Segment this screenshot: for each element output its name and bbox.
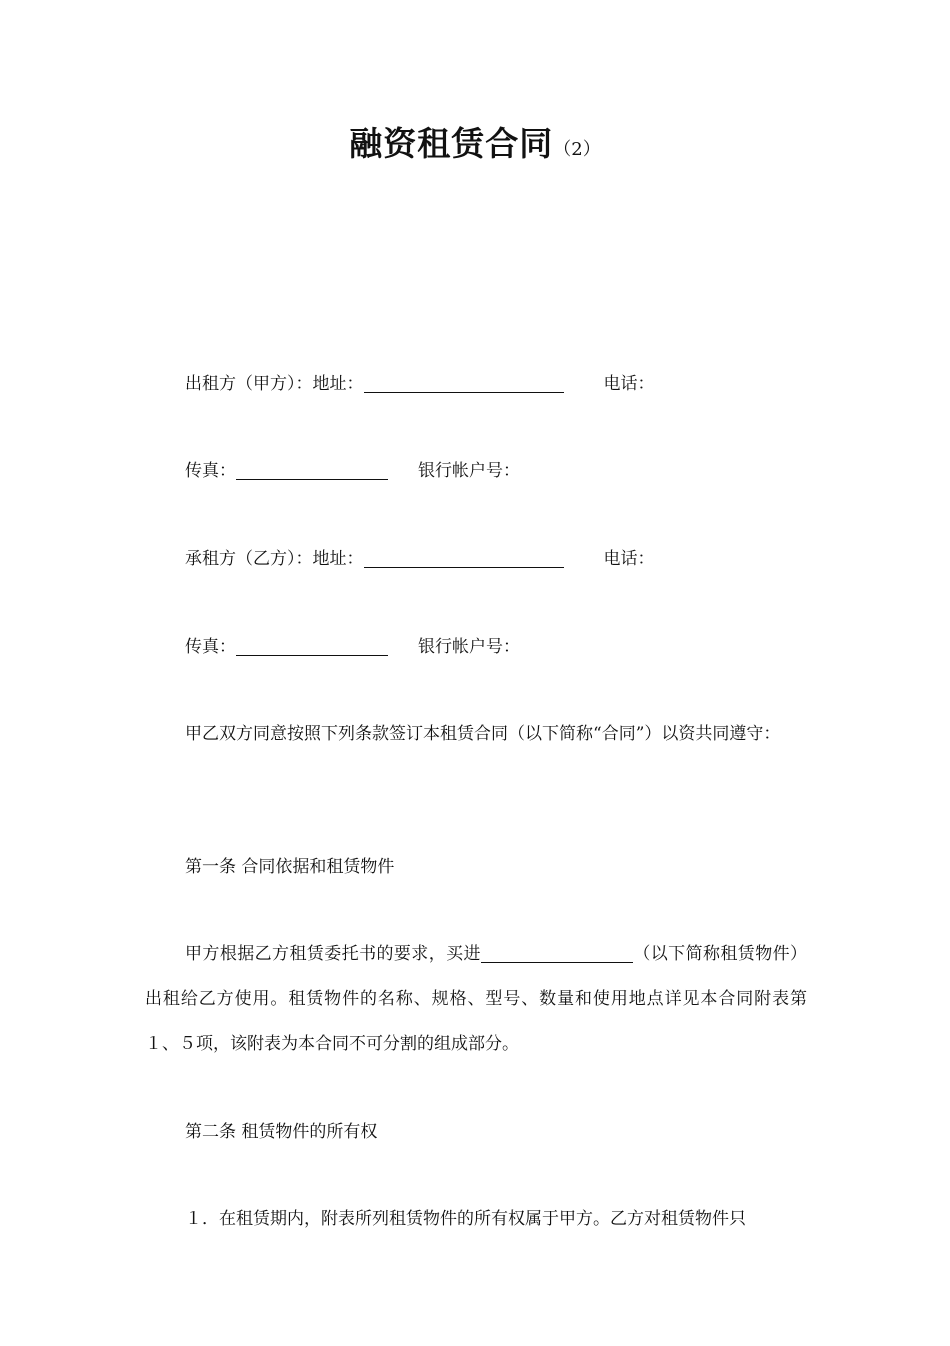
party-a-fax-blank[interactable] xyxy=(236,462,388,480)
party-a-address-line xyxy=(145,362,850,407)
intro-paragraph: 甲乙双方同意按照下列条款签订本租赁合同（以下简称“合同”）以资共同遵守： xyxy=(185,724,781,744)
party-b-phone-label: 电话： xyxy=(603,549,655,569)
party-a-address-blank[interactable] xyxy=(364,375,564,393)
leased-item-blank[interactable] xyxy=(481,945,633,963)
article1-text-before: 甲方根据乙方租赁委托书的要求，买进 xyxy=(185,944,481,964)
party-b-bank-label: 银行帐户号： xyxy=(418,637,520,657)
party-a-phone-label: 电话： xyxy=(603,374,655,394)
title-main: 融资租赁合同 xyxy=(349,124,554,163)
party-b-address-blank[interactable] xyxy=(364,550,564,568)
party-a-fax-line xyxy=(145,449,850,494)
article1-paragraph xyxy=(145,932,807,1067)
article2-heading: 第二条 租赁物件的所有权 xyxy=(185,1122,378,1142)
party-a-bank-label: 银行帐户号： xyxy=(418,461,520,481)
party-b-address-line xyxy=(145,537,850,582)
title-suffix: （2） xyxy=(553,139,601,160)
party-a-fax-label: 传真： xyxy=(185,461,236,481)
party-b-fax-line xyxy=(145,625,850,670)
article2-item1: １．在租赁期内，附表所列租赁物件的所有权属于甲方。乙方对租赁物件只 xyxy=(185,1209,746,1229)
party-a-label: 出租方（甲方）：地址： xyxy=(185,374,364,394)
party-b-label: 承租方（乙方）：地址： xyxy=(185,549,364,569)
party-b-fax-blank[interactable] xyxy=(236,638,388,656)
party-b-fax-label: 传真： xyxy=(185,637,236,657)
document-title xyxy=(0,118,950,165)
article1-heading: 第一条 合同依据和租赁物件 xyxy=(185,857,395,877)
article1-text-after: （以下简称租赁物件）出租给乙方使用。租赁物件的名称、规格、型号、数量和使用地点详见本合同附表第１、５项，该附表为本合同不可分割的组成部分。 xyxy=(145,944,808,1054)
